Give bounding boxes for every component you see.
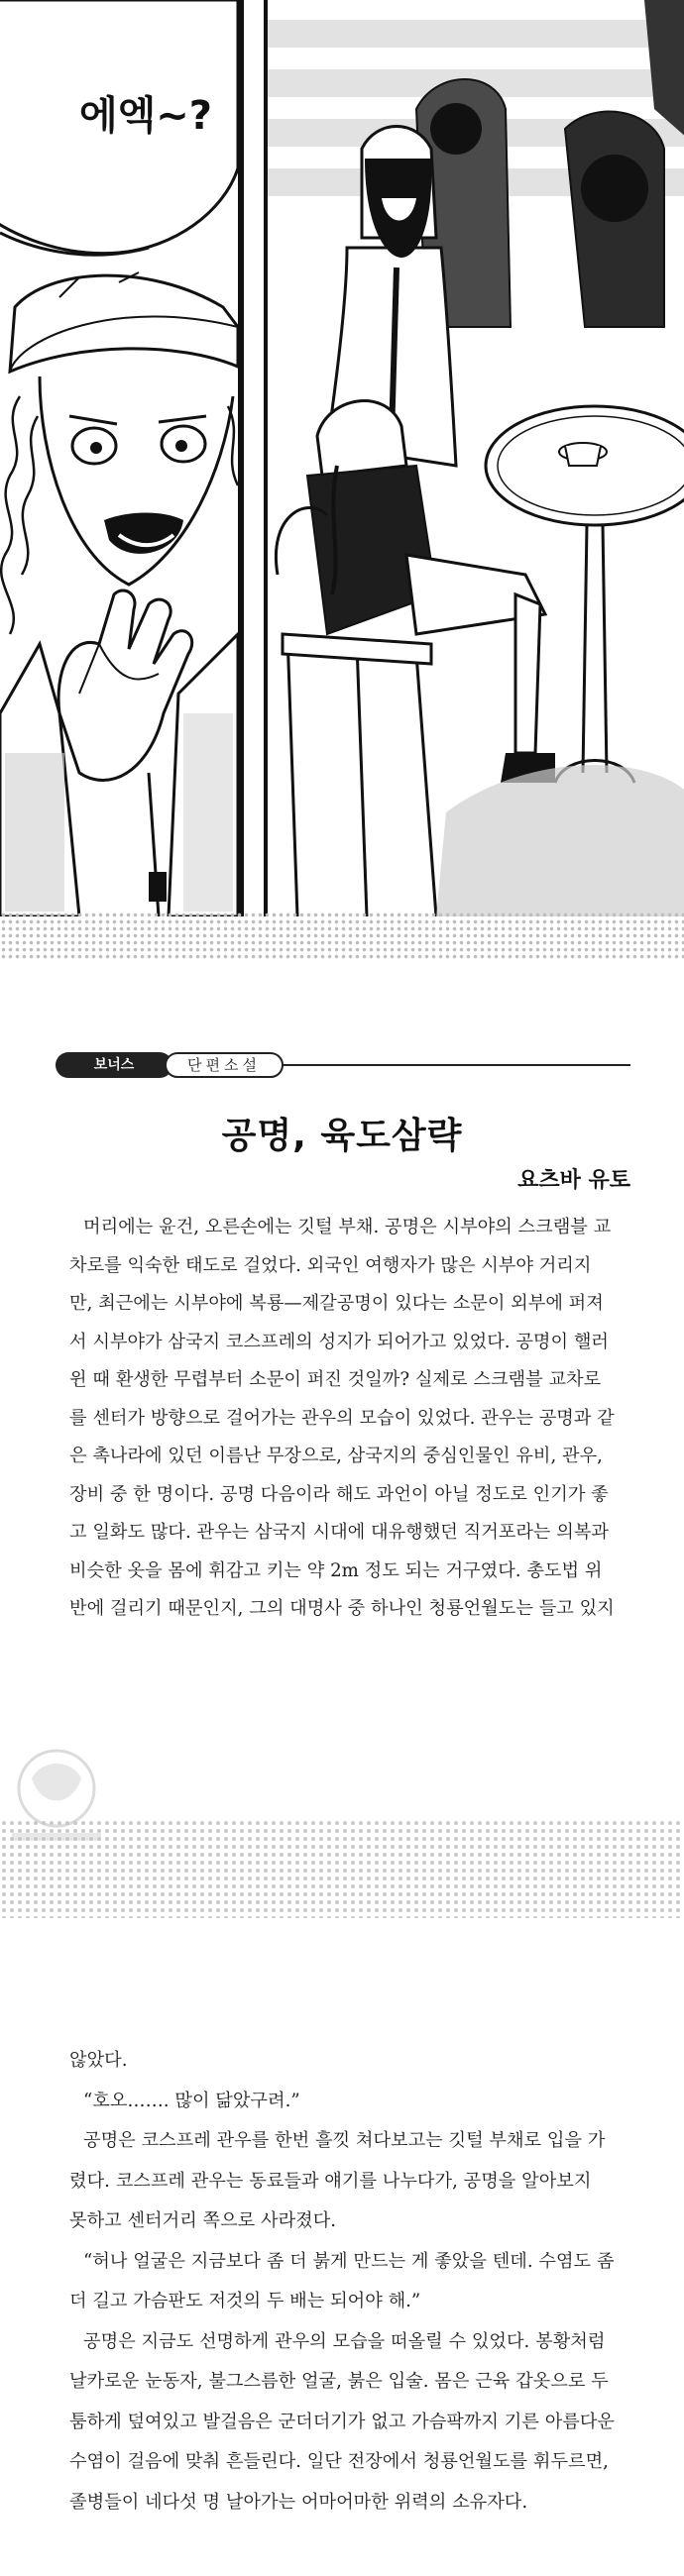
text-line: 날카로운 눈동자, 불그스름한 얼굴, 붉은 입술. 몸은 근육 갑옷으로 두 xyxy=(69,2371,609,2392)
text-line: 만, 최근에는 시부야에 복룡—제갈공명이 있다는 소문이 외부에 퍼져 xyxy=(69,1293,604,1314)
left-panel-girl xyxy=(0,0,244,916)
text-line: 않았다. xyxy=(69,2050,128,2071)
text-line: 공명은 지금도 선명하게 관우의 모습을 떠올릴 수 있었다. 봉황처럼 xyxy=(83,2330,606,2352)
text-line: 더 길고 가슴판도 저것의 두 배는 되어야 해.” xyxy=(69,2291,421,2311)
bonus-tag: 보너스 xyxy=(56,1052,172,1078)
halftone-band-middle xyxy=(0,1819,684,1918)
text-line: 고 일화도 많다. 관우는 삼국지 시대에 대유행했던 직거포라는 의복과 xyxy=(69,1522,609,1543)
text-line: “호오……. 많이 닮았구려.” xyxy=(83,2090,300,2111)
text-line: 장비 중 한 명이다. 공명 다음이라 해도 과언이 아닐 정도로 인기가 좋 xyxy=(69,1483,609,1505)
text-line: 차로를 익숙한 태도로 걸었다. 외국인 여행자가 많은 시부야 거리지 xyxy=(69,1254,592,1276)
girl-illustration xyxy=(0,0,238,916)
text-line: 수염이 걸음에 맞춰 흔들린다. 일단 전장에서 청룡언월도를 휘두르면, xyxy=(69,2451,609,2472)
text-line: 를 센터가 방향으로 걸어가는 관우의 모습이 있었다. 관우는 공명과 같 xyxy=(69,1407,615,1429)
short-story-tag: 단편소설 xyxy=(165,1052,284,1078)
text-line: 비슷한 옷을 몸에 휘감고 키는 약 2m 정도 되는 거구였다. 총도법 위 xyxy=(69,1559,603,1581)
cafe-scene-illustration xyxy=(268,0,684,916)
text-line: 서 시부야가 삼국지 코스프레의 성지가 되어가고 있었다. 공명이 핼러 xyxy=(69,1331,609,1352)
story-text-page-1 xyxy=(69,1209,620,1629)
story-title: 공명, 육도삼략 xyxy=(221,1116,463,1156)
text-line: 렸다. 코스프레 관우는 동료들과 얘기를 나누다가, 공명을 알아보지 xyxy=(69,2170,592,2192)
text-line: 못하고 센터거리 쪽으로 사라졌다. xyxy=(69,2210,337,2231)
text-line: 툼하게 덮여있고 발걸음은 군더더기가 없고 가슴팍까지 기른 아름다운 xyxy=(69,2411,615,2432)
author-name: 요츠바 유토 xyxy=(517,1168,630,1193)
text-line: 머리에는 윤건, 오른손에는 깃털 부채. 공명은 시부야의 스크램블 교 xyxy=(83,1217,612,1237)
manga-illustration xyxy=(0,0,684,916)
text-line: 공명은 코스프레 관우를 한번 흘낏 쳐다보고는 깃털 부채로 입을 가 xyxy=(83,2130,606,2151)
text-line: 윈 때 환생한 무렵부터 소문이 퍼진 것일까? 실제로 스크램블 교차로 xyxy=(69,1369,602,1390)
text-line: 반에 걸리기 때문인지, 그의 대명사 중 하나인 청룡언월도는 들고 있지 xyxy=(69,1598,615,1619)
halftone-band-top xyxy=(0,912,684,959)
right-panel-cafe xyxy=(264,0,684,916)
category-tag-row xyxy=(56,1052,630,1078)
speech-bubble-text: 에엑~? xyxy=(79,93,212,139)
text-line: 은 촉나라에 있던 이름난 무장으로, 삼국지의 중심인물인 유비, 관우, xyxy=(69,1446,603,1466)
panel-gutter xyxy=(244,0,260,916)
text-line: “허나 얼굴은 지금보다 좀 더 붉게 만드는 게 좋았을 텐데. 수염도 좀 xyxy=(83,2250,615,2272)
text-line: 졸병들이 네다섯 명 날아가는 어마어마한 위력의 소유자다. xyxy=(69,2491,528,2513)
story-text-page-2 xyxy=(69,2041,620,2522)
